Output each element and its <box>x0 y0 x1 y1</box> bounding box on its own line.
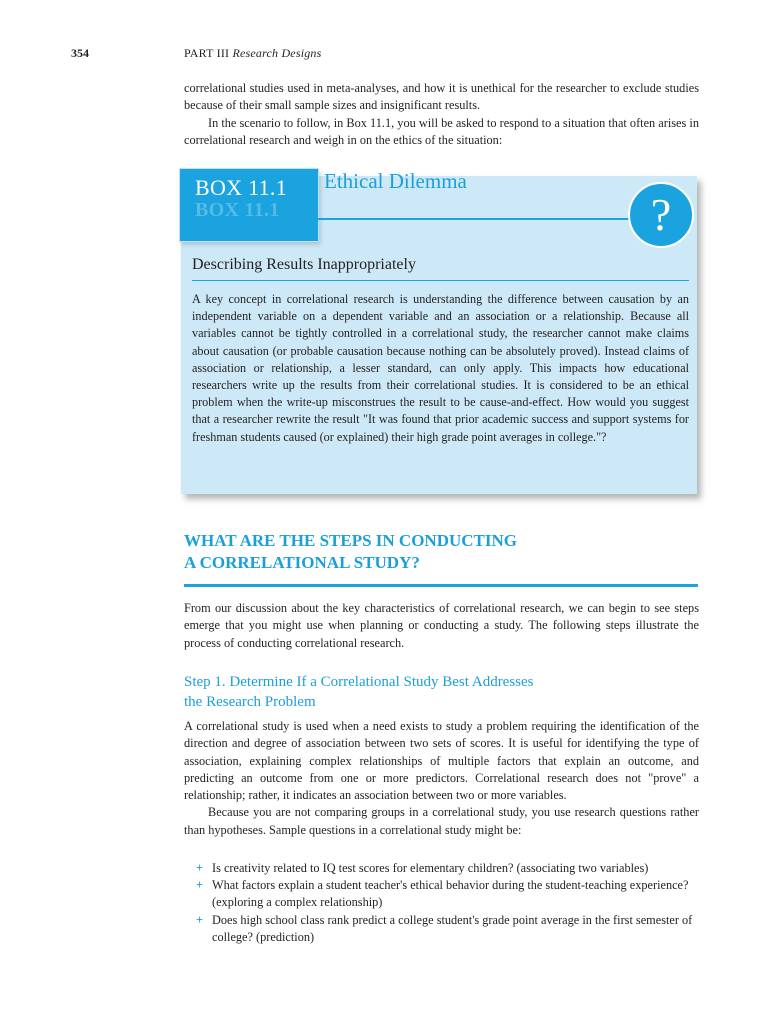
intro-paragraph-2: In the scenario to follow, in Box 11.1, you will be asked to respond to a situation that often arises in correlational research and weigh in on the ethics of the situation: <box>184 115 699 147</box>
step-1-paragraph-1: A correlational study is used when a need exists to study a problem requiring the identification of the direction and degree of association between two sets of scores. It is useful for identifying the type of association, explaining complex relationships of multiple factors that explain an outcome, and predicting an outcome from one or more predictors. Correlational research does not "prove" a relationship; rather, it indicates an association between two or more variables. <box>184 719 699 803</box>
list-item <box>196 877 699 911</box>
box-subtitle-rule <box>192 280 689 281</box>
box-label-ghost: BOX 11.1 <box>195 199 280 221</box>
list-item-text: Is creativity related to IQ test scores for elementary children? (associating two variables) <box>212 861 649 875</box>
step-1-paragraph-2: Because you are not comparing groups in a correlational study, you use research questions rather than hypotheses. Sample questions in a correlational study might be: <box>184 805 699 837</box>
bullet-plus-icon: + <box>196 878 204 893</box>
list-item <box>196 860 699 877</box>
step-1-heading <box>184 672 534 712</box>
bullet-plus-icon: + <box>196 912 204 927</box>
section-heading-line-2: A CORRELATIONAL STUDY? <box>184 553 420 572</box>
step-1-heading-line-1: Step 1. Determine If a Correlational Study Best Addresses <box>184 674 534 690</box>
box-body-text: A key concept in correlational research is understanding the difference between causation by an independent variable on a dependent variable and an association or a relationship. Because all variables cannot be tightly controlled in a correlational study, the researcher cannot make claims about causation (or probable causation because nothing can be absolutely proved). Instead claims of association or relationship, a lesser standard, can only apply. This impacts how educational researchers write up the results from their correlational studies. It is considered to be an ethical problem when the write-up misconstrues the result to be cause-and-effect. How would you suggest that a researcher rewrite the result "It was found that prior academic success and support systems for freshman students caused (or explained) their high grade point averages in college."? <box>192 292 689 444</box>
section-name: Research Designs <box>232 46 322 60</box>
section-heading-line-1: WHAT ARE THE STEPS IN CONDUCTING <box>184 531 517 550</box>
list-item-text: Does high school class rank predict a college student's grade point average in the first semester of college? (prediction) <box>212 912 693 944</box>
section-intro-paragraph: From our discussion about the key characteristics of correlational research, we can begin to see steps emerge that you might use when planning or conducting a study. The following steps illustrate the process of conducting correlational research. <box>184 601 699 650</box>
list-item <box>196 912 699 946</box>
box-subtitle: Describing Results Inappropriately <box>192 256 416 273</box>
section-intro <box>184 600 699 652</box>
bullet-plus-icon: + <box>196 861 204 875</box>
box-label: BOX 11.1 <box>195 175 288 200</box>
section-heading <box>184 530 517 574</box>
question-mark-icon: ? <box>628 182 694 248</box>
part-label <box>184 46 322 61</box>
box-title-rule <box>318 218 630 220</box>
box-title: Ethical Dilemma <box>324 169 467 193</box>
step-1-text <box>184 718 699 839</box>
section-rule <box>184 584 698 587</box>
page-number: 354 <box>71 46 89 60</box>
sample-questions-list <box>196 860 699 946</box>
list-item-text: What factors explain a student teacher's ethical behavior during the student-teaching experience? (exploring a complex relationship) <box>212 878 689 910</box>
intro-text <box>184 80 699 149</box>
part-number: PART III <box>184 46 230 60</box>
step-1-heading-line-2: the Research Problem <box>184 694 316 710</box>
running-header <box>0 46 768 66</box>
intro-paragraph-1: correlational studies used in meta-analyses, and how it is unethical for the researcher to exclude studies because of their small sample sizes and insignificant results. <box>184 81 699 113</box>
